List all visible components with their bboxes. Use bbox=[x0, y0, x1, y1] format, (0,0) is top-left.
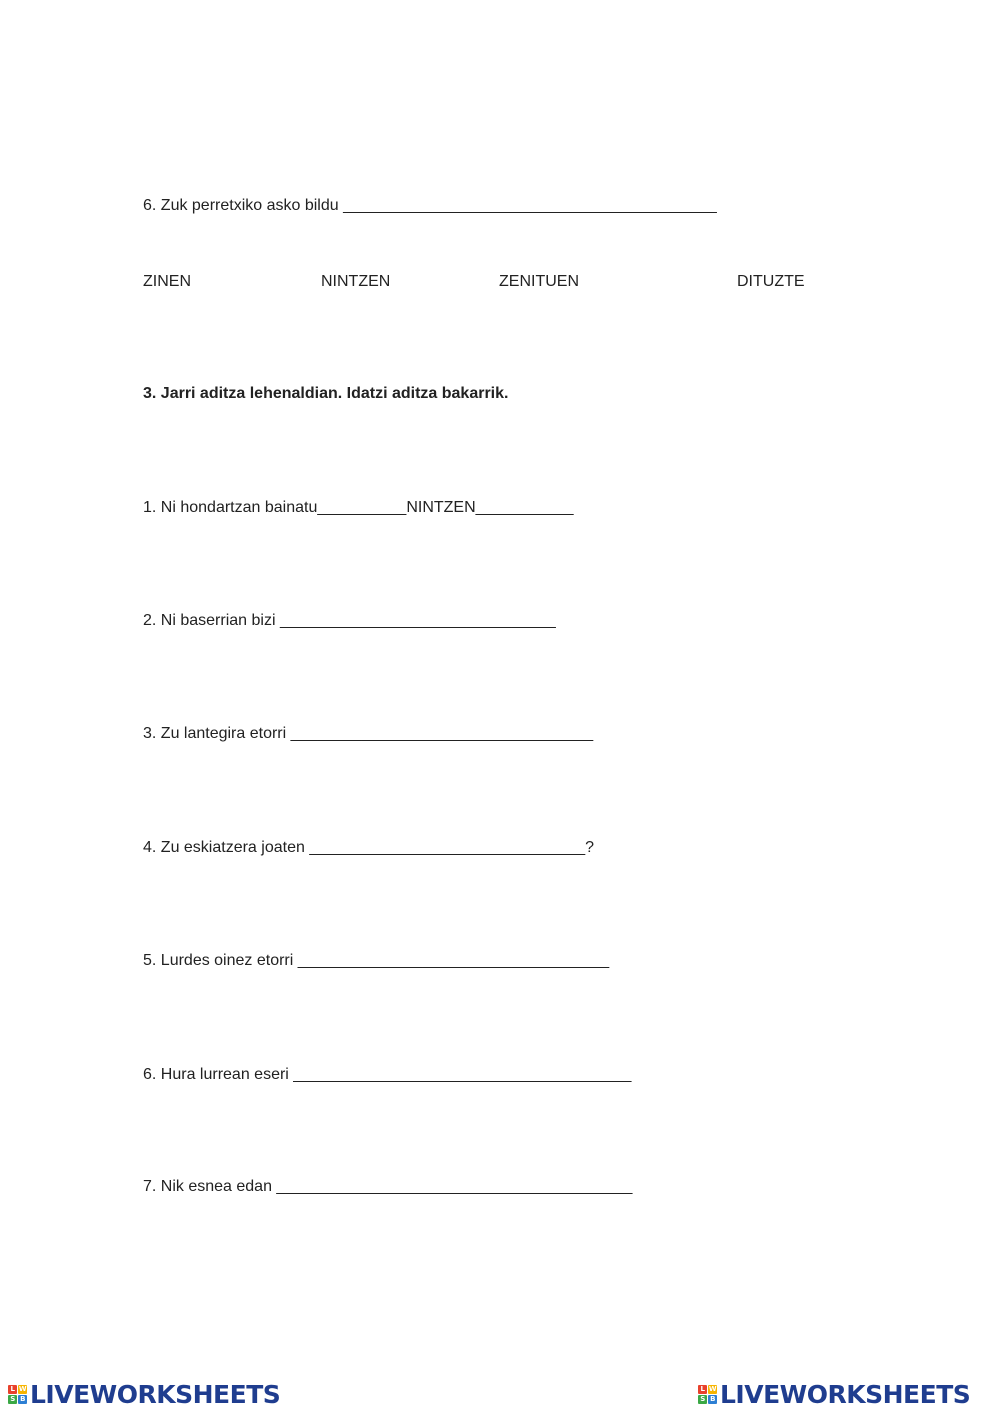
logo-cell: B bbox=[708, 1395, 717, 1404]
item-blank[interactable]: _______________________________ bbox=[279, 612, 556, 629]
word-bank-item[interactable]: ZINEN bbox=[143, 273, 191, 290]
item-blank[interactable]: ________________________________________ bbox=[276, 1178, 633, 1195]
liveworksheets-logo-icon bbox=[8, 1385, 27, 1404]
liveworksheets-logo-icon bbox=[698, 1385, 717, 1404]
logo-cell: B bbox=[18, 1395, 27, 1404]
item-blank[interactable]: ___________________________________ bbox=[297, 952, 610, 969]
logo-cell: S bbox=[8, 1395, 17, 1404]
item-text: 3. Zu lantegira etorri bbox=[143, 725, 291, 742]
exercise-3-item-2 bbox=[143, 611, 556, 631]
logo-cell: L bbox=[698, 1385, 707, 1394]
item-blank[interactable]: __________________________________ bbox=[290, 725, 594, 742]
word-bank-item[interactable]: ZENITUEN bbox=[499, 273, 579, 290]
item-text: 7. Nik esnea edan bbox=[143, 1178, 277, 1195]
exercise-3-item-6 bbox=[143, 1065, 631, 1085]
logo-cell: W bbox=[18, 1384, 27, 1393]
prev-item-6 bbox=[143, 196, 717, 216]
item-blank[interactable]: ______________________________________ bbox=[293, 1066, 632, 1083]
item-suffix: ? bbox=[585, 839, 595, 856]
prev-item-6-text: 6. Zuk perretxiko asko bildu bbox=[143, 197, 344, 214]
item-text: 4. Zu eskiatzera joaten bbox=[143, 839, 310, 856]
logo-cell: W bbox=[708, 1384, 717, 1393]
exercise-3-item-7 bbox=[143, 1177, 632, 1197]
exercise-3-item-1 bbox=[143, 498, 574, 518]
exercise-3-item-5 bbox=[143, 951, 609, 971]
exercise-3-item-3 bbox=[143, 724, 593, 744]
logo-cell: L bbox=[8, 1385, 17, 1394]
item-text: 5. Lurdes oinez etorri bbox=[143, 952, 298, 969]
item-text: 2. Ni baserrian bizi bbox=[143, 612, 280, 629]
logo-text: LIVEWORKSHEETS bbox=[720, 1379, 971, 1409]
word-bank-item[interactable]: DITUZTE bbox=[737, 273, 805, 290]
exercise-3-item-4 bbox=[143, 838, 594, 858]
prev-item-6-blank[interactable]: __________________________________________ bbox=[343, 197, 717, 214]
item-answer[interactable]: NINTZEN bbox=[406, 499, 476, 516]
item-text: 1. Ni hondartzan bainatu bbox=[143, 499, 318, 516]
logo-text: LIVEWORKSHEETS bbox=[30, 1379, 281, 1409]
exercise-3-title: 3. Jarri aditza lehenaldian. Idatzi aditza bakarrik. bbox=[143, 385, 509, 402]
liveworksheets-logo-right bbox=[698, 1380, 970, 1408]
liveworksheets-logo-left bbox=[8, 1380, 280, 1408]
item-blank[interactable]: _______________________________ bbox=[309, 839, 586, 856]
word-bank-item[interactable]: NINTZEN bbox=[321, 273, 391, 290]
item-blank: __________ bbox=[317, 499, 407, 516]
item-text: 6. Hura lurrean eseri bbox=[143, 1066, 294, 1083]
logo-cell: S bbox=[698, 1395, 707, 1404]
item-blank: ___________ bbox=[475, 499, 574, 516]
